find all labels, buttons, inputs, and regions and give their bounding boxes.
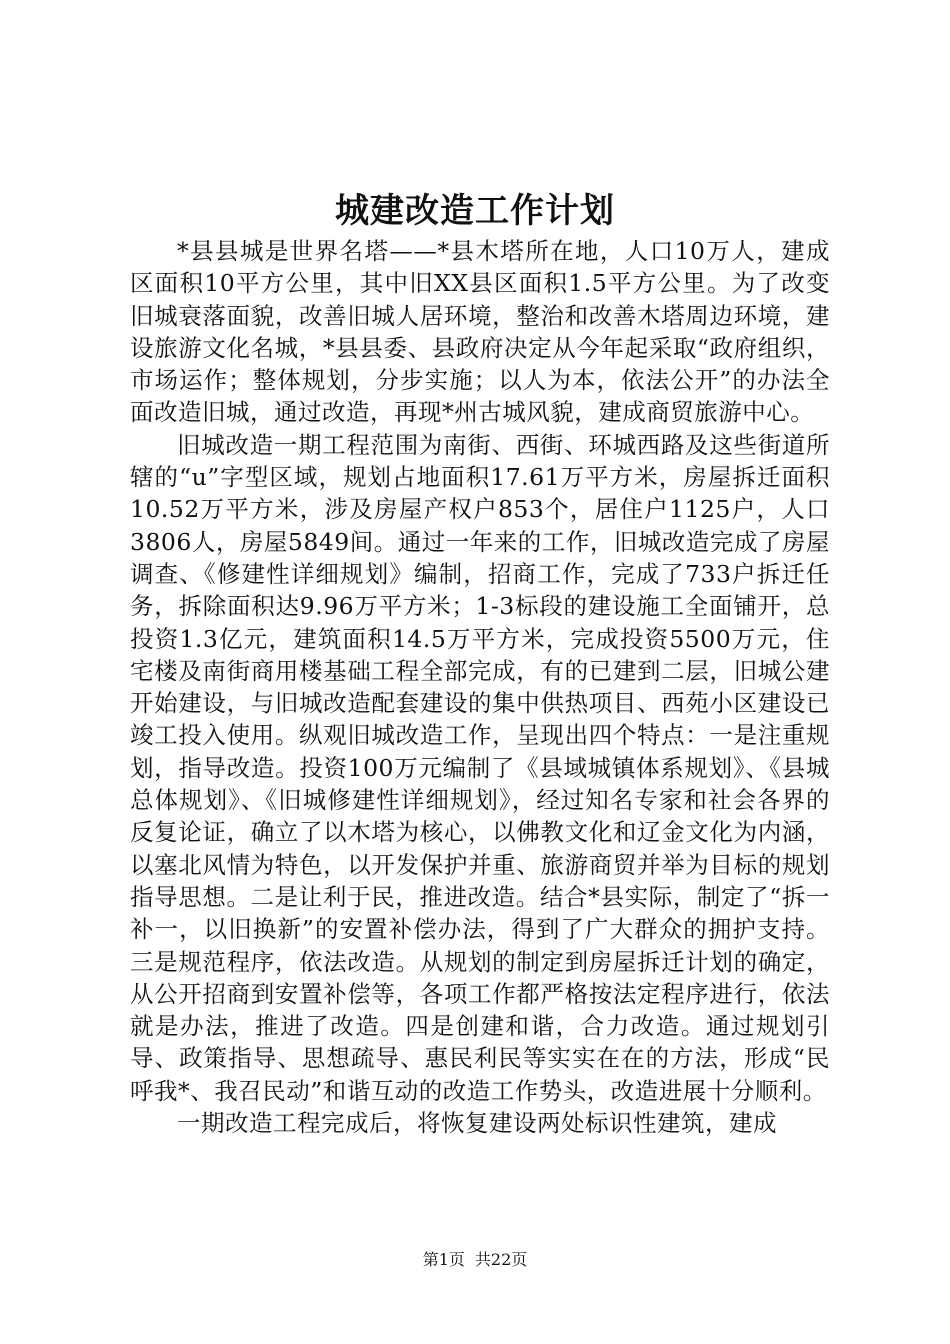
document-body [130, 235, 830, 1139]
page-total: 共22页 [474, 1250, 528, 1269]
paragraph-intro: *县县城是世界名塔——*县木塔所在地，人口10万人，建成区面积10平方公里，其中旧XX县区面积1.5平方公里。为了改变旧城衰落面貌，改善旧城人居环境，整治和改善木塔周边环境，建设旅游文化名城，*县县委、县政府决定从今年起采取“政府组织，市场运作；整体规划，分步实施；以人为本，依法公开”的办法全面改造旧城，通过改造，再现*州古城风貌，建成商贸旅游中心。 [130, 237, 830, 427]
page-footer [0, 1247, 950, 1270]
page-title: 城建改造工作计划 [335, 191, 615, 231]
paragraph-phase-one: 旧城改造一期工程范围为南街、西街、环城西路及这些街道所辖的“u”字型区域，规划占地面积17.61万平方米，房屋拆迁面积10.52万平方米，涉及房屋产权户853个，居住户1125户，人口3806人，房屋5849间。通过一年来的工作，旧城改造完成了房屋调查、《修建性详细规划》编制，招商工作，完成了733户拆迁任务，拆除面积达9.96万平方米；1-3标段的建设施工全面铺开，总投资1.3亿元，建筑面积14.5万平方米，完成投资5500万元，住宅楼及南街商用楼基础工程全部完成，有的已建到二层，旧城公建开始建设，与旧城改造配套建设的集中供热项目、西苑小区建设已竣工投入使用。纵观旧城改造工作，呈现出四个特点：一是注重规划，指导改造。投资100万元编制了《县域城镇体系规划》、《县城总体规划》、《旧城修建性详细规划》，经过知名专家和社会各界的反复论证，确立了以木塔为核心，以佛教文化和辽金文化为内涵，以塞北风情为特色，以开发保护并重、旅游商贸并举为目标的规划指导思想。二是让利于民，推进改造。结合*县实际，制定了“拆一补一，以旧换新”的安置补偿办法，得到了广大群众的拥护支持。三是规范程序，依法改造。从规划的制定到房屋拆迁计划的确定，从公开招商到安置补偿等，各项工作都严格按法定程序进行，依法就是办法，推进了改造。四是创建和谐，合力改造。通过规划引导、政策指导、思想疏导、惠民利民等实实在在的方法，形成“民呼我*、我召民动”和谐互动的改造工作势头，改造进展十分顺利。 [130, 430, 830, 1105]
page-number: 第1页 [422, 1250, 465, 1269]
paragraph-continuation: 一期改造工程完成后，将恢复建设两处标识性建筑，建成 [177, 1109, 777, 1138]
